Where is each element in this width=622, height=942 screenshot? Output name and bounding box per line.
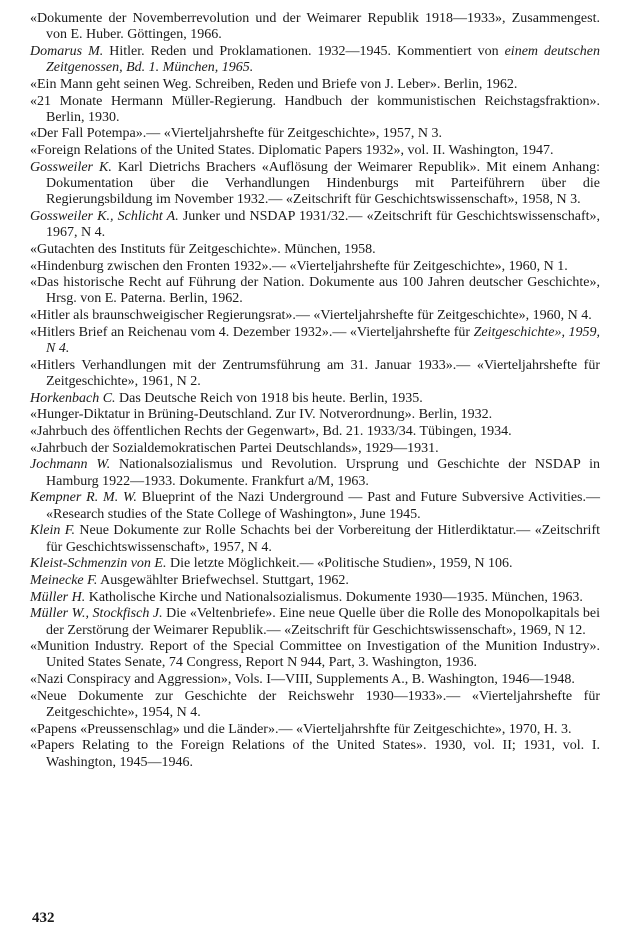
entry-text: «Jahrbuch des öffentlichen Rechts der Gegenwart», Bd. 21. 1933/34. Tübingen, 1934. (30, 424, 512, 440)
entry-text: «Dokumente der Novemberrevolution und der Weimarer Republik 1918—1933», Zusammengest. von E. Huber. Göttingen, 1966. (30, 11, 600, 43)
bibliography-entry (30, 44, 600, 76)
entry-text: «Jahrbuch der Sozialdemokratischen Partei Deutschlands», 1929—1931. (30, 440, 439, 456)
bibliography-entry (30, 126, 600, 142)
entry-text: «21 Monate Hermann Müller-Regierung. Handbuch der kommunistischen Reichstagsfraktion». Berlin, 1930. (30, 93, 600, 125)
bibliography-entry (30, 672, 600, 688)
bibliography-page (30, 11, 600, 771)
entry-text: «Munition Industry. Report of the Special Committee on Investigation of the Munition Industry». United States Senate, 74 Congress, Report N 944, Part, 3. Washington, 1936. (30, 639, 600, 671)
bibliography-entry (30, 209, 600, 241)
entry-text: Junker und NSDAP 1931/32.— «Zeitschrift für Geschichtswissenschaft», 1967, N 4. (46, 208, 600, 241)
entry-italic-text: Zeitgeschichte», 1959, N 4. (46, 324, 600, 357)
entry-italic-text: Klein F. (30, 523, 75, 539)
entry-italic-text: Gossweiler K., Schlicht A. (30, 208, 179, 224)
entry-text: «Hitlers Verhandlungen mit der Zentrumsführung am 31. Januar 1933».— «Vierteljahrshefte für Zeitgeschichte», 1961, N 2. (30, 357, 600, 389)
entry-text: «Gutachten des Instituts für Zeitgeschichte». München, 1958. (30, 241, 376, 257)
entry-text: «Nazi Conspiracy and Aggression», Vols. I—VIII, Supplements A., B. Washington, 1946—1948. (30, 672, 575, 688)
bibliography-entry (30, 738, 600, 770)
entry-text: «Neue Dokumente zur Geschichte der Reichswehr 1930—1933».— «Vierteljahrshefte für Zeitgeschichte», 1954, N 4. (30, 688, 600, 721)
entry-text: Blueprint of the Nazi Underground — Past and Future Subversive Activities.— «Research studies of the State College of Washington», June 1945. (46, 490, 600, 522)
bibliography-entry (30, 143, 600, 159)
bibliography-entry (30, 722, 600, 738)
bibliography-entry (30, 424, 600, 440)
bibliography-entry (30, 639, 600, 671)
entry-text: Die «Veltenbriefe». Eine neue Quelle über die Rolle des Monopolkapitals bei der Zerstörung der Weimarer Republik.— «Zeitschrift für Geschichtswissenschaft», 1969, N 12. (46, 606, 601, 638)
bibliography-entry (30, 441, 600, 457)
entry-text: «Hindenburg zwischen den Fronten 1932».— «Vierteljahrshefte für Zeitgeschichte», 1960, N 1. (30, 258, 568, 274)
bibliography-entry (30, 259, 600, 275)
entry-italic-text: Kleist-Schmenzin von E. (30, 556, 167, 572)
bibliography-entry (30, 242, 600, 258)
entry-text: Neue Dokumente zur Rolle Schachts bei der Vorbereitung der Hitlerdiktatur.— «Zeitschrift für Geschichtswissenschaft», 1957, N 4. (46, 523, 601, 555)
entry-italic-text: Meinecke F. (30, 572, 98, 588)
bibliography-entry (30, 457, 600, 489)
bibliography-entry (30, 77, 600, 93)
entry-italic-text: Kempner R. M. W. (30, 490, 137, 506)
entry-text: «Hitler als braunschweigischer Regierungsrat».— «Vierteljahrshefte für Zeitgeschichte», 1960, N 4. (30, 308, 592, 324)
entry-text: Katholische Kirche und Nationalsozialismus. Dokumente 1930—1935. München, 1963. (85, 589, 583, 605)
entry-text: «Ein Mann geht seinen Weg. Schreiben, Reden und Briefe von J. Leber». Berlin, 1962. (30, 76, 518, 92)
entry-text: «Das historische Recht auf Führung der Nation. Dokumente aus 100 Jahren deutscher Geschichte», Hrsg. von E. Paterna. Berlin, 1962. (30, 275, 600, 307)
bibliography-entry (30, 590, 600, 606)
entry-text: «Papers Relating to the Foreign Relations of the United States». 1930, vol. II; 1931, vol. I. Washington, 1945—1946. (30, 738, 600, 770)
entry-text: Karl Dietrichs Brachers «Auflösung der Weimarer Republik». Mit einem Anhang: Dokumentation über die Verhandlungen Hindenburgs mit Parteiführern über die Regierungsbildung im November 1932.— «Zeitschrift für Geschichtswissenschaft», 1958, N 3. (46, 159, 600, 208)
entry-text: «Hunger-Diktatur in Brüning-Deutschland. Zur IV. Notverordnung». Berlin, 1932. (30, 407, 493, 423)
entry-italic-text: Horkenbach C. (30, 390, 116, 406)
entry-text: «Papens «Preussenschlag» und die Länder».— «Vierteljahrshfte für Zeitgeschichte», 1970, H. 3. (30, 721, 572, 737)
entry-text: Ausgewählter Briefwechsel. Stuttgart, 1962. (97, 572, 349, 588)
entry-italic-text: Jochmann W. (30, 457, 111, 473)
entry-italic-text: einem deutschen Zeitgenossen, Bd. 1. München, 1965. (46, 43, 600, 76)
entry-text: Nationalsozialismus und Revolution. Ursprung und Geschichte der NSDAP in Hamburg 1922—1933. Dokumente. Frankfurt a/M, 1963. (46, 457, 601, 489)
bibliography-list (30, 11, 600, 771)
bibliography-entry (30, 358, 600, 390)
entry-text: «Der Fall Potempa».— «Vierteljahrshefte für Zeitgeschichte», 1957, N 3. (30, 126, 443, 142)
page-number: 432 (32, 910, 55, 926)
bibliography-entry (30, 606, 600, 638)
bibliography-entry (30, 391, 600, 407)
entry-text: Hitler. Reden und Proklamationen. 1932—1945. Kommentiert von (103, 43, 505, 59)
entry-italic-text: Müller H. (30, 589, 86, 605)
entry-text: Das Deutsche Reich von 1918 bis heute. Berlin, 1935. (115, 390, 423, 406)
bibliography-entry (30, 325, 600, 357)
bibliography-entry (30, 308, 600, 324)
bibliography-entry (30, 275, 600, 307)
bibliography-entry (30, 689, 600, 721)
bibliography-entry (30, 573, 600, 589)
bibliography-entry (30, 11, 600, 43)
bibliography-entry (30, 160, 600, 209)
entry-italic-text: Müller W., Stockfisch J. (30, 606, 163, 622)
entry-italic-text: Gossweiler K. (30, 159, 112, 175)
bibliography-entry (30, 490, 600, 522)
entry-italic-text: Domarus M. (30, 43, 104, 59)
bibliography-entry (30, 523, 600, 555)
entry-text: «Hitlers Brief an Reichenau vom 4. Dezember 1932».— «Vierteljahrshefte für (30, 324, 474, 340)
bibliography-entry (30, 556, 600, 572)
entry-text: «Foreign Relations of the United States. Diplomatic Papers 1932», vol. II. Washington, 1947. (30, 143, 554, 159)
entry-text: Die letzte Möglichkeit.— «Politische Studien», 1959, N 106. (166, 556, 513, 572)
bibliography-entry (30, 407, 600, 423)
bibliography-entry (30, 94, 600, 126)
